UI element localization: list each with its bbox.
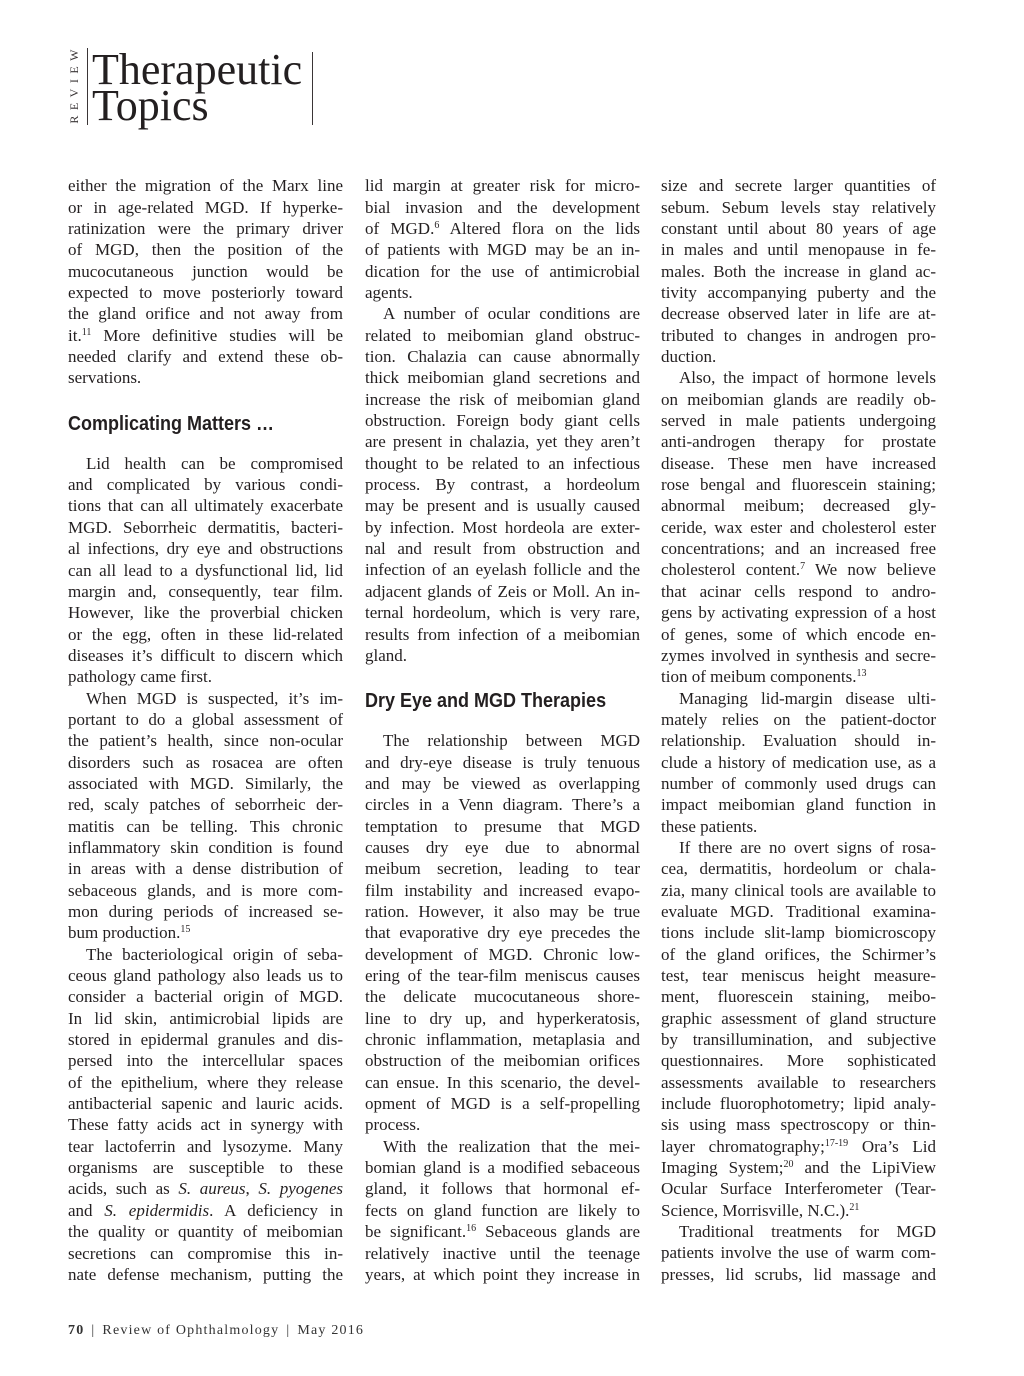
section-heading bbox=[68, 389, 343, 453]
text-line: assessments available to researchers bbox=[661, 1072, 936, 1092]
paragraph bbox=[68, 453, 343, 688]
text-line: in males and until menopause in fe- bbox=[661, 240, 936, 260]
text-line: temptation to presume that MGD bbox=[365, 816, 640, 836]
text-line: served in male patients undergoing bbox=[661, 411, 936, 431]
text-line: dication for the use of antimicrobial bbox=[365, 261, 640, 281]
text-line: the quality or quantity of meibomian bbox=[68, 1222, 343, 1242]
section-label: REVIEW bbox=[67, 44, 81, 124]
footer-separator: | bbox=[91, 1323, 96, 1338]
article-column bbox=[365, 175, 640, 1285]
reference-superscript: 20 bbox=[783, 1159, 794, 1171]
text-line: portant to do a global assessment of bbox=[68, 709, 343, 729]
text-line: margin and, consequently, tear film. bbox=[68, 581, 343, 601]
text-line: process. bbox=[365, 1115, 421, 1135]
text-line: development of MGD. Chronic low- bbox=[365, 944, 640, 964]
text-line: and complicated by various condi- bbox=[68, 475, 343, 495]
text-line: of the epithelium, where they release bbox=[68, 1072, 343, 1092]
reference-superscript: 21 bbox=[849, 1201, 860, 1213]
text-line: film instability and increased evapo- bbox=[365, 880, 640, 900]
reference-superscript: 11 bbox=[81, 326, 92, 338]
text-line: zia, many clinical tools are available to bbox=[661, 880, 936, 900]
text-line: process. By contrast, a hordeolum bbox=[365, 475, 640, 495]
text-line: can ensue. In this scenario, the devel- bbox=[365, 1072, 640, 1092]
text-line: obstruction. Foreign body giant cells bbox=[365, 411, 640, 431]
text-run: bum production. bbox=[68, 923, 181, 943]
text-run: Ora’s Lid bbox=[848, 1136, 936, 1156]
text-line: Lid health can be compromised bbox=[86, 453, 343, 473]
text-run: More definitive studies will be bbox=[91, 325, 343, 345]
paragraph bbox=[661, 688, 936, 837]
text-line: sis using mass spectroscopy or thin- bbox=[661, 1115, 936, 1135]
text-line: fects on gland function are likely to bbox=[365, 1200, 640, 1220]
text-line: that evaporative dry eye precedes the bbox=[365, 923, 640, 943]
text-line: causes dry eye due to abnormal bbox=[365, 837, 640, 857]
text-run: cholesterol content. bbox=[661, 560, 801, 580]
text-line: line to dry up, and hyperkeratosis, bbox=[365, 1008, 640, 1028]
text-line: ering of the tear-film meniscus causes bbox=[365, 966, 640, 986]
paragraph bbox=[365, 175, 640, 303]
text-line: opment of MGD is a self-propelling bbox=[365, 1094, 640, 1114]
text-line bbox=[661, 1200, 936, 1221]
text-line: al infections, dry eye and obstructions bbox=[68, 539, 343, 559]
text-line: matitis can be telling. This chronic bbox=[68, 816, 343, 836]
text-run: and bbox=[68, 1200, 105, 1220]
section-heading-text: Dry Eye and MGD Therapies bbox=[365, 690, 607, 713]
text-line: consider a bacterial origin of MGD. bbox=[68, 987, 343, 1007]
text-line: size and secrete larger quantities of bbox=[661, 176, 936, 196]
text-line bbox=[661, 1136, 936, 1157]
text-line: on meibomian glands are readily ob- bbox=[661, 389, 936, 409]
text-line: can all lead to a dysfunctional lid, lid bbox=[68, 560, 343, 580]
text-line: impact meibomian gland function in bbox=[661, 795, 936, 815]
paragraph bbox=[661, 175, 936, 367]
text-run: Imaging System; bbox=[661, 1158, 784, 1178]
footer-separator: | bbox=[286, 1323, 291, 1338]
text-line: These fatty acids act in synergy with bbox=[68, 1115, 343, 1135]
text-line: However, like the proverbial chicken bbox=[68, 603, 343, 623]
text-line: Ocular Surface Interferometer (Tear- bbox=[661, 1179, 936, 1199]
italic-term: S. aureus bbox=[178, 1179, 246, 1199]
paragraph bbox=[68, 944, 343, 1286]
text-line: disease. These men have increased bbox=[661, 453, 936, 473]
text-run: Sebaceous glands are bbox=[476, 1222, 641, 1242]
text-run: We now believe bbox=[805, 560, 936, 580]
text-line bbox=[661, 1157, 936, 1178]
text-line: related to meibomian gland obstruc- bbox=[365, 325, 640, 345]
text-line: MGD. Seborrheic dermatitis, bacteri- bbox=[68, 517, 343, 537]
text-line: gland. bbox=[365, 645, 408, 665]
text-line bbox=[68, 922, 343, 943]
text-line: disorders such as rosacea are often bbox=[68, 752, 343, 772]
text-line: anti-androgen therapy for prostate bbox=[661, 432, 936, 452]
text-run: acids, such as bbox=[68, 1179, 179, 1199]
text-line: clude a history of medication use, as a bbox=[661, 752, 936, 772]
text-line: of patients with MGD may be an in- bbox=[365, 240, 640, 260]
text-line: With the realization that the mei- bbox=[383, 1136, 640, 1156]
text-line bbox=[661, 559, 936, 580]
text-line: either the migration of the Marx line bbox=[68, 176, 343, 196]
text-line: organisms are susceptible to these bbox=[68, 1158, 343, 1178]
text-line: nate defense mechanism, putting the bbox=[68, 1264, 343, 1284]
text-line: In lid skin, antimicrobial lipids are bbox=[68, 1008, 343, 1028]
publication-name: Review of Ophthalmology bbox=[102, 1323, 280, 1338]
text-line: ment, fluorescein staining, meibo- bbox=[661, 987, 936, 1007]
text-line: number of commonly used drugs can bbox=[661, 773, 936, 793]
paragraph bbox=[661, 837, 936, 1221]
text-line bbox=[661, 666, 936, 687]
text-line: by transillumination, and subjective bbox=[661, 1030, 936, 1050]
text-line: servations. bbox=[68, 368, 142, 388]
text-line: abnormal meibum; decreased gly- bbox=[661, 496, 936, 516]
text-run: , bbox=[245, 1179, 259, 1199]
text-line: patients involve the use of warm com- bbox=[661, 1243, 936, 1263]
reference-superscript: 17-19 bbox=[824, 1137, 849, 1149]
text-line: needed clarify and extend these ob- bbox=[68, 347, 343, 367]
text-line: evaluate MGD. Traditional examina- bbox=[661, 901, 936, 921]
text-line: The relationship between MGD bbox=[383, 731, 640, 751]
text-line: tions include slit-lamp biomicroscopy bbox=[661, 923, 936, 943]
text-line: and may be viewed as overlapping bbox=[365, 773, 640, 793]
text-line: by infection. Most hordeola are exter- bbox=[365, 517, 640, 537]
text-line: inflammatory skin condition is found bbox=[68, 837, 343, 857]
text-line: and dry-eye disease is truly tenuous bbox=[365, 752, 640, 772]
paragraph bbox=[661, 1221, 936, 1285]
text-line: questionnaires. More sophisticated bbox=[661, 1051, 936, 1071]
text-line: the gland orifice and not away from bbox=[68, 304, 343, 324]
text-line: mately relies on the patient-doctor bbox=[661, 709, 936, 729]
text-line: A number of ocular conditions are bbox=[383, 304, 640, 324]
text-line: pathology came first. bbox=[68, 667, 212, 687]
text-line: duction. bbox=[661, 347, 717, 367]
text-line: gland, it follows that hormonal ef- bbox=[365, 1179, 640, 1199]
paragraph bbox=[68, 688, 343, 944]
text-line bbox=[365, 218, 640, 239]
department-title-line: Topics bbox=[92, 81, 209, 130]
text-line: Traditional treatments for MGD bbox=[679, 1222, 936, 1242]
text-line: Also, the impact of hormone levels bbox=[679, 368, 936, 388]
text-line: tivity accompanying puberty and the bbox=[661, 283, 936, 303]
text-line: test, tear meniscus height measure- bbox=[661, 966, 936, 986]
text-line: The bacteriological origin of seba- bbox=[86, 944, 343, 964]
reference-superscript: 7 bbox=[800, 561, 806, 573]
text-line: ration. However, it also may be true bbox=[365, 902, 640, 921]
text-line: results from infection of a meibomian bbox=[365, 624, 640, 644]
text-line: years, at which point they increase in bbox=[365, 1264, 640, 1284]
text-line: decrease observed later in life are at- bbox=[661, 304, 936, 324]
text-line: bomian gland is a modified sebaceous bbox=[365, 1158, 640, 1178]
text-line: presses, lid scrubs, lid massage and bbox=[661, 1264, 936, 1284]
text-line: diseases it’s difficult to discern which bbox=[68, 645, 343, 665]
text-line: tear lactoferrin and lysozyme. Many bbox=[68, 1136, 343, 1156]
text-line bbox=[68, 1200, 343, 1221]
text-line: the patient’s health, since non-ocular bbox=[68, 731, 343, 751]
paragraph bbox=[365, 303, 640, 666]
text-line: ratinization were the primary driver bbox=[68, 218, 343, 238]
text-line: cea, dermatitis, hordeolum or chala- bbox=[661, 859, 936, 879]
text-run: layer chromatography; bbox=[661, 1136, 825, 1156]
text-run: and the LipiView bbox=[793, 1158, 936, 1178]
text-line: persed into the intercellular spaces bbox=[68, 1051, 343, 1071]
text-line: mucocutaneous junction would be bbox=[68, 261, 343, 281]
text-line: that acinar cells respond to andro- bbox=[661, 581, 936, 601]
text-line: males. Both the increase in gland ac- bbox=[661, 261, 936, 281]
text-line: tions that can all ultimately exacerbate bbox=[68, 496, 343, 516]
text-line: of the gland orifices, the Schirmer’s bbox=[661, 944, 936, 964]
text-line: stored in epidermal granules and dis- bbox=[68, 1030, 343, 1050]
text-line: zymes involved in synthesis and secre- bbox=[661, 645, 936, 665]
text-line: agents. bbox=[365, 283, 413, 303]
text-line: in areas with a dense distribution of bbox=[68, 859, 343, 879]
text-run: it. bbox=[68, 325, 82, 345]
reference-superscript: 13 bbox=[856, 668, 867, 680]
text-line: adjacent glands of Zeis or Moll. An in- bbox=[365, 581, 640, 601]
department-title-line: Therapeutic bbox=[92, 45, 303, 94]
page-footer bbox=[68, 1322, 364, 1340]
text-line: If there are no overt signs of rosa- bbox=[679, 837, 936, 857]
text-line: are present in chalazia, yet they aren’t bbox=[365, 432, 640, 452]
issue-date: May 2016 bbox=[297, 1323, 365, 1338]
text-run: Altered flora on the lids bbox=[439, 218, 640, 238]
text-line: secretions can compromise this in- bbox=[68, 1243, 343, 1263]
text-line: or the egg, often in these lid-related bbox=[68, 624, 343, 644]
reference-superscript: 6 bbox=[434, 219, 440, 231]
text-line: relationship. Evaluation should in- bbox=[661, 731, 936, 751]
text-line: of genes, some of which encode en- bbox=[661, 624, 936, 644]
text-line: infection of an eyelash follicle and the bbox=[365, 560, 640, 580]
text-run: tion of meibum components. bbox=[661, 667, 857, 687]
text-line: red, scaly patches of seborrheic der- bbox=[68, 795, 343, 815]
text-run: of MGD. bbox=[365, 218, 435, 238]
reference-superscript: 16 bbox=[466, 1223, 477, 1235]
text-line: tion. Chalazia can cause abnormally bbox=[365, 347, 640, 367]
text-line: the delicate mucocutaneous shore- bbox=[365, 987, 640, 1007]
text-line: ceous gland pathology also leads us to bbox=[68, 966, 343, 986]
text-run: Science, Morrisville, N.C.). bbox=[661, 1200, 850, 1220]
text-line: relatively inactive until the teenage bbox=[365, 1243, 640, 1263]
text-run: . A deficiency in bbox=[209, 1200, 343, 1220]
text-line: constant until about 80 years of age bbox=[661, 218, 936, 238]
text-line: ternal hordeolum, which is very rare, bbox=[365, 603, 640, 623]
text-line: nal and result from obstruction and bbox=[365, 539, 640, 559]
paragraph bbox=[365, 1136, 640, 1285]
text-line bbox=[68, 325, 343, 346]
text-line: concentrations; and an increased free bbox=[661, 539, 936, 559]
text-line: thick meibomian gland secretions and bbox=[365, 368, 640, 388]
text-line: expected to move posteriorly toward bbox=[68, 283, 343, 303]
section-heading-text: Complicating Matters … bbox=[68, 412, 275, 435]
text-line: gens by activating expression of a host bbox=[661, 603, 936, 623]
text-line: circles in a Venn diagram. There’s a bbox=[365, 795, 640, 815]
paragraph bbox=[68, 175, 343, 388]
text-line: sebum. Sebum levels stay relatively bbox=[661, 197, 936, 217]
header-divider-right bbox=[312, 52, 313, 125]
text-line: graphic assessment of gland structure bbox=[661, 1008, 936, 1028]
page-number: 70 bbox=[68, 1323, 85, 1338]
section-heading bbox=[365, 666, 640, 730]
article-column bbox=[68, 175, 343, 1285]
text-line bbox=[68, 1178, 343, 1199]
text-line: of MGD, then the position of the bbox=[68, 240, 343, 260]
paragraph bbox=[365, 730, 640, 1136]
text-line: tributed to changes in androgen pro- bbox=[661, 325, 936, 345]
reference-superscript: 15 bbox=[180, 924, 191, 936]
text-line: obstruction of the meibomian orifices bbox=[365, 1051, 640, 1071]
text-line: ceride, wax ester and cholesterol ester bbox=[661, 517, 936, 537]
text-line: Managing lid-margin disease ulti- bbox=[679, 688, 936, 708]
text-line: sebaceous glands, and is more com- bbox=[68, 880, 343, 900]
text-line: mon during periods of increased se- bbox=[68, 902, 343, 921]
text-line: may be present and is usually caused bbox=[365, 496, 640, 516]
text-line: bial invasion and the development bbox=[365, 197, 640, 217]
text-run: be significant. bbox=[365, 1222, 467, 1242]
header-divider-left bbox=[87, 48, 88, 125]
text-line: When MGD is suspected, it’s im- bbox=[86, 688, 343, 708]
article-column bbox=[661, 175, 936, 1285]
text-line: chronic inflammation, metaplasia and bbox=[365, 1030, 640, 1050]
text-line: these patients. bbox=[661, 816, 758, 836]
italic-term: S. pyogenes bbox=[258, 1179, 343, 1199]
italic-term: S. epidermidis bbox=[104, 1200, 210, 1220]
text-line: increase the risk of meibomian gland bbox=[365, 389, 640, 409]
paragraph bbox=[661, 367, 936, 687]
text-line: thought to be related to an infectious bbox=[365, 453, 640, 473]
text-line bbox=[365, 1221, 640, 1242]
text-line: antibacterial sapenic and lauric acids. bbox=[68, 1094, 343, 1114]
text-line: associated with MGD. Similarly, the bbox=[68, 773, 343, 793]
text-line: include fluorophotometry; lipid analy- bbox=[661, 1094, 936, 1114]
text-line: lid margin at greater risk for micro- bbox=[365, 176, 640, 196]
text-line: meibum secretion, leading to tear bbox=[365, 859, 640, 879]
text-line: or in age-related MGD. If hyperke- bbox=[68, 197, 343, 217]
text-line: rose bengal and fluorescein staining; bbox=[661, 475, 936, 495]
